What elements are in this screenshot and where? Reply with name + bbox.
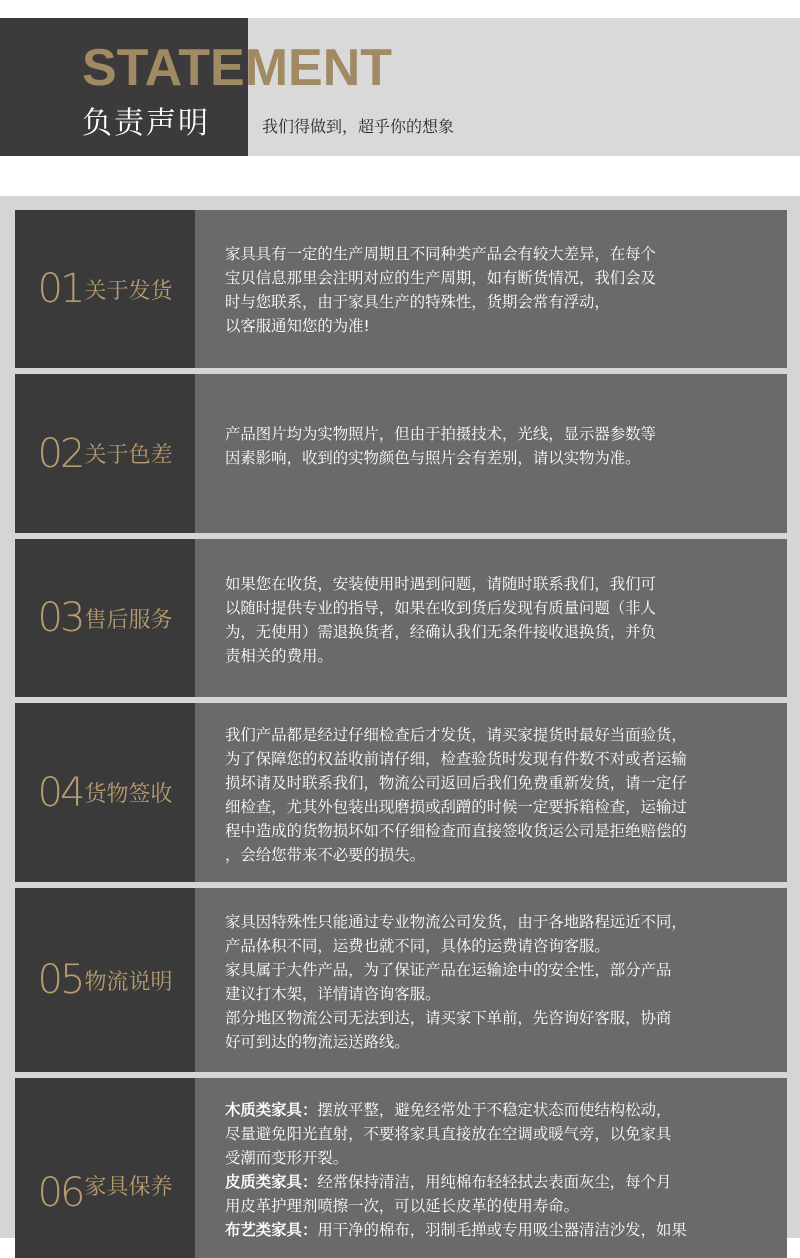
text-line: 家具属于大件产品，为了保证产品在运输途中的安全性，部分产品 bbox=[225, 961, 672, 979]
text-line: 皮质类家具：经常保持清洁，用纯棉布轻轻拭去表面灰尘，每个月 bbox=[225, 1173, 672, 1191]
section-label bbox=[15, 374, 195, 533]
text-line: 好可到达的物流运送路线。 bbox=[225, 1033, 410, 1051]
section-title: 售后服务 bbox=[84, 607, 173, 633]
section-delivery-signing bbox=[15, 703, 787, 882]
text-line: 如果您在收货，安装使用时遇到问题，请随时联系我们，我们可 bbox=[225, 575, 656, 593]
text-line: 布艺类家具：用干净的棉布，羽制毛掸或专用吸尘器清洁沙发，如果 bbox=[225, 1221, 687, 1239]
header-banner bbox=[0, 18, 800, 156]
section-shipping bbox=[15, 210, 787, 368]
text-line: 部分地区物流公司无法到达，请买家下单前，先咨询好客服，协商 bbox=[225, 1009, 672, 1027]
text-line: 尽量避免阳光直射，不要将家具直接放在空调或暖气旁，以免家具 bbox=[225, 1125, 672, 1143]
text-line: 用皮革护理剂喷擦一次，可以延长皮革的使用寿命。 bbox=[225, 1197, 579, 1215]
section-number: 04 bbox=[37, 769, 83, 816]
text-line: 产品图片均为实物照片，但由于拍摄技术，光线，显示器参数等 bbox=[225, 424, 656, 443]
statement-heading: STATEMENT bbox=[82, 39, 393, 97]
text-line: 责相关的费用。 bbox=[225, 647, 333, 665]
text-line: 产品体积不同，运费也就不同，具体的运费请咨询客服。 bbox=[225, 937, 610, 955]
text-line: 宝贝信息那里会注明对应的生产周期，如有断货情况，我们会及 bbox=[225, 269, 656, 287]
care-category: 布艺类家具： bbox=[225, 1221, 318, 1239]
section-text bbox=[225, 565, 773, 675]
section-title: 货物签收 bbox=[84, 782, 173, 807]
section-text bbox=[225, 234, 773, 346]
text-line: 细检查，尤其外包装出现磨损或刮蹭的时候一定要拆箱检查，运输过 bbox=[225, 797, 687, 816]
section-label bbox=[15, 539, 195, 697]
section-number: 05 bbox=[37, 957, 83, 1003]
text-line: 为，无使用）需退换货者，经确认我们无条件接收退换货，并负 bbox=[225, 623, 656, 641]
text-line: 我们产品都是经过仔细检查后才发货，请买家提货时最好当面验货， bbox=[225, 725, 687, 744]
section-label bbox=[15, 888, 195, 1072]
text-line: 建议打木架，详情请咨询客服。 bbox=[225, 985, 441, 1003]
section-number: 01 bbox=[37, 266, 83, 312]
section-title: 关于色差 bbox=[84, 443, 173, 468]
tagline: 我们得做到，超乎你的想象 bbox=[262, 117, 455, 136]
care-category: 木质类家具： bbox=[225, 1101, 318, 1119]
section-text bbox=[225, 414, 773, 477]
section-logistics bbox=[15, 888, 787, 1072]
text-line: 家具具有一定的生产周期且不同种类产品会有较大差异，在每个 bbox=[225, 245, 656, 263]
section-label bbox=[15, 703, 195, 882]
section-title: 物流说明 bbox=[84, 969, 173, 995]
section-number: 03 bbox=[37, 595, 83, 641]
page-title: 负责声明 bbox=[82, 106, 210, 141]
text-line: 木质类家具：摆放平整，避免经常处于不稳定状态而使结构松动， bbox=[225, 1101, 672, 1119]
section-label bbox=[15, 210, 195, 368]
section-text bbox=[225, 906, 777, 1058]
text-line: 家具因特殊性只能通过专业物流公司发货，由于各地路程远近不同， bbox=[225, 913, 687, 931]
section-number: 02 bbox=[37, 430, 83, 477]
section-label bbox=[15, 1078, 195, 1258]
text-line: 因素影响，收到的实物颜色与照片会有差别，请以实物为准。 bbox=[225, 448, 641, 467]
section-number: 06 bbox=[37, 1170, 83, 1216]
section-after-sales bbox=[15, 539, 787, 697]
text-line: 以随时提供专业的指导，如果在收到货后发现有质量问题（非人 bbox=[225, 599, 656, 617]
section-title: 家具保养 bbox=[84, 1175, 173, 1200]
text-line: 损坏请及时联系我们，物流公司返回后我们免费重新发货，请一定仔 bbox=[225, 773, 687, 792]
text-line: 以客服通知您的为准! bbox=[225, 317, 370, 335]
section-text bbox=[225, 719, 777, 870]
care-category: 皮质类家具： bbox=[225, 1173, 318, 1191]
section-color-difference bbox=[15, 374, 787, 533]
text-line: ，会给您带来不必要的损失。 bbox=[225, 845, 426, 864]
text-line: 受潮而变形开裂。 bbox=[225, 1149, 349, 1167]
text-line: 程中造成的货物损坏如不仔细检查而直接签收货运公司是拒绝赔偿的 bbox=[225, 821, 687, 840]
section-maintenance bbox=[15, 1078, 787, 1258]
text-line: 时与您联系，由于家具生产的特殊性，货期会常有浮动， bbox=[225, 293, 610, 311]
section-title: 关于发货 bbox=[84, 278, 173, 304]
text-line: 为了保障您的权益收前请仔细，检查验货时发现有件数不对或者运输 bbox=[225, 749, 687, 768]
section-text bbox=[225, 1098, 777, 1242]
